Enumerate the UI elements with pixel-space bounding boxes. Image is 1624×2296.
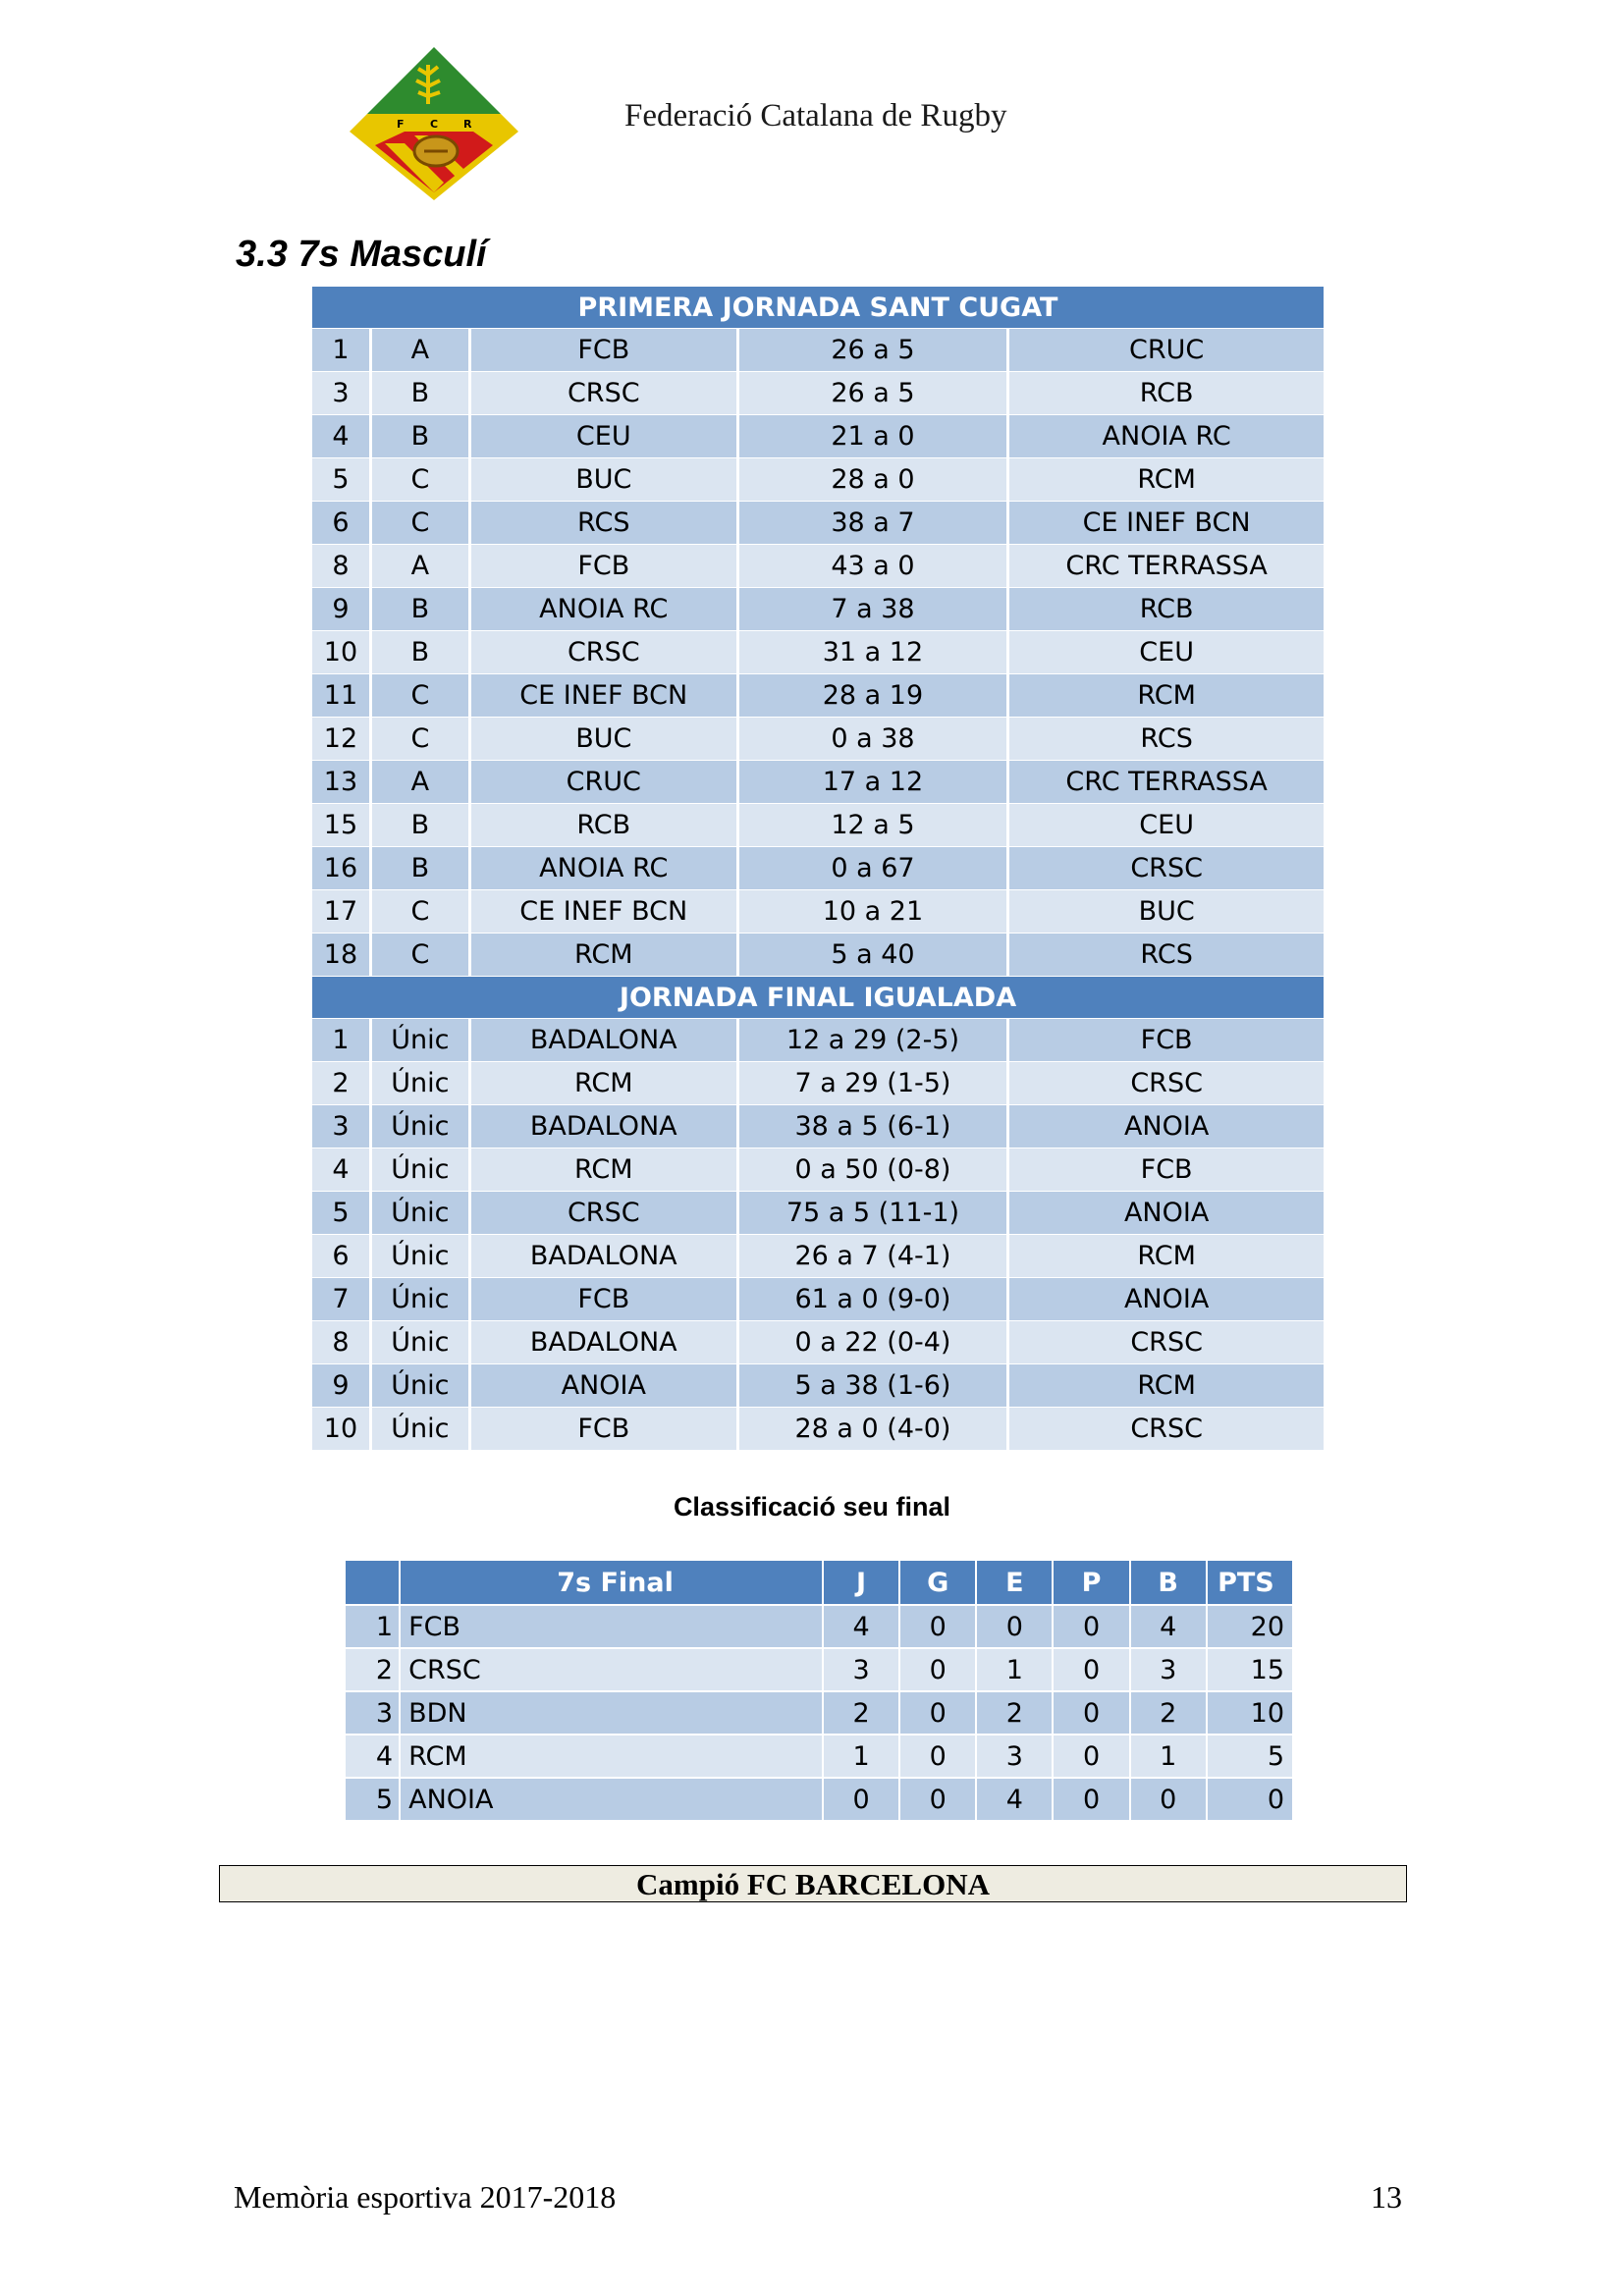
home-team: CRSC — [471, 372, 739, 415]
won-header: G — [900, 1561, 977, 1606]
match-group: C — [372, 718, 471, 761]
match-group: Únic — [372, 1235, 471, 1278]
won: 0 — [900, 1606, 977, 1649]
match-row — [312, 415, 1324, 458]
match-score: 0 a 22 (0-4) — [739, 1321, 1010, 1364]
away-team: FCB — [1009, 1019, 1324, 1062]
champion-banner: Campió FC BARCELONA — [219, 1865, 1407, 1902]
home-team: BADALONA — [471, 1321, 739, 1364]
match-group: B — [372, 588, 471, 631]
away-team: FCB — [1009, 1148, 1324, 1192]
away-team: CRC TERRASSA — [1009, 545, 1324, 588]
page-number: 13 — [1371, 2179, 1402, 2215]
match-score: 75 a 5 (11-1) — [739, 1192, 1010, 1235]
match-group: B — [372, 631, 471, 674]
played-header: J — [824, 1561, 900, 1606]
team-name: ANOIA — [401, 1779, 824, 1822]
team-name: BDN — [401, 1692, 824, 1735]
match-group: B — [372, 847, 471, 890]
match-number: 16 — [312, 847, 372, 890]
bonus: 0 — [1131, 1779, 1208, 1822]
home-team: CRUC — [471, 761, 739, 804]
home-team: BADALONA — [471, 1235, 739, 1278]
match-score: 38 a 5 (6-1) — [739, 1105, 1010, 1148]
svg-text:R: R — [463, 118, 472, 131]
match-group: C — [372, 458, 471, 502]
match-group: C — [372, 502, 471, 545]
match-number: 15 — [312, 804, 372, 847]
lost: 0 — [1054, 1779, 1130, 1822]
away-team: RCB — [1009, 588, 1324, 631]
home-team: RCB — [471, 804, 739, 847]
away-team: ANOIA — [1009, 1192, 1324, 1235]
match-score: 21 a 0 — [739, 415, 1010, 458]
bonus: 4 — [1131, 1606, 1208, 1649]
round-title: PRIMERA JORNADA SANT CUGAT — [312, 287, 1324, 329]
drawn: 0 — [977, 1606, 1054, 1649]
match-row — [312, 718, 1324, 761]
won: 0 — [900, 1649, 977, 1692]
team-name: CRSC — [401, 1649, 824, 1692]
team-name: FCB — [401, 1606, 824, 1649]
home-team: BUC — [471, 718, 739, 761]
position-header — [346, 1561, 401, 1606]
home-team: CEU — [471, 415, 739, 458]
match-row — [312, 1321, 1324, 1364]
team-position: 4 — [346, 1735, 401, 1779]
team-position: 5 — [346, 1779, 401, 1822]
points: 0 — [1208, 1779, 1292, 1822]
standings-row — [346, 1692, 1292, 1735]
match-score: 12 a 5 — [739, 804, 1010, 847]
played: 1 — [824, 1735, 900, 1779]
home-team: RCM — [471, 1148, 739, 1192]
section-title: 3.3 7s Masculí — [236, 234, 487, 275]
match-row — [312, 1235, 1324, 1278]
match-number: 6 — [312, 502, 372, 545]
round-title: JORNADA FINAL IGUALADA — [312, 977, 1324, 1019]
won: 0 — [900, 1692, 977, 1735]
away-team: ANOIA RC — [1009, 415, 1324, 458]
match-group: C — [372, 934, 471, 977]
home-team: RCM — [471, 934, 739, 977]
match-score: 26 a 7 (4-1) — [739, 1235, 1010, 1278]
match-number: 1 — [312, 329, 372, 372]
home-team: RCS — [471, 502, 739, 545]
match-row — [312, 847, 1324, 890]
match-group: A — [372, 329, 471, 372]
home-team: CRSC — [471, 1192, 739, 1235]
home-team: FCB — [471, 545, 739, 588]
match-number: 13 — [312, 761, 372, 804]
match-row — [312, 1105, 1324, 1148]
match-group: A — [372, 545, 471, 588]
away-team: CRSC — [1009, 847, 1324, 890]
match-number: 3 — [312, 1105, 372, 1148]
match-row — [312, 458, 1324, 502]
match-score: 28 a 0 (4-0) — [739, 1408, 1010, 1451]
match-score: 31 a 12 — [739, 631, 1010, 674]
away-team: RCS — [1009, 718, 1324, 761]
match-group: Únic — [372, 1408, 471, 1451]
away-team: CRUC — [1009, 329, 1324, 372]
match-group: B — [372, 372, 471, 415]
match-number: 12 — [312, 718, 372, 761]
lost: 0 — [1054, 1735, 1130, 1779]
won: 0 — [900, 1735, 977, 1779]
away-team: CRSC — [1009, 1062, 1324, 1105]
home-team: ANOIA — [471, 1364, 739, 1408]
match-row — [312, 761, 1324, 804]
match-score: 26 a 5 — [739, 329, 1010, 372]
match-group: Únic — [372, 1278, 471, 1321]
home-team: FCB — [471, 1278, 739, 1321]
match-row — [312, 804, 1324, 847]
match-row — [312, 1278, 1324, 1321]
played: 2 — [824, 1692, 900, 1735]
played: 4 — [824, 1606, 900, 1649]
match-number: 4 — [312, 1148, 372, 1192]
match-group: Únic — [372, 1062, 471, 1105]
fcr-logo — [346, 45, 522, 202]
standings-row — [346, 1606, 1292, 1649]
match-row — [312, 372, 1324, 415]
svg-text:C: C — [430, 118, 439, 131]
team-position: 2 — [346, 1649, 401, 1692]
home-team: CE INEF BCN — [471, 674, 739, 718]
round-header-row — [312, 977, 1324, 1019]
match-row — [312, 1062, 1324, 1105]
team-position: 1 — [346, 1606, 401, 1649]
match-score: 12 a 29 (2-5) — [739, 1019, 1010, 1062]
home-team: FCB — [471, 329, 739, 372]
lost-header: P — [1054, 1561, 1130, 1606]
home-team: CRSC — [471, 631, 739, 674]
svg-text:F: F — [397, 118, 405, 131]
match-row — [312, 1148, 1324, 1192]
match-number: 10 — [312, 631, 372, 674]
drawn: 2 — [977, 1692, 1054, 1735]
away-team: CE INEF BCN — [1009, 502, 1324, 545]
match-group: A — [372, 761, 471, 804]
match-number: 6 — [312, 1235, 372, 1278]
match-score: 26 a 5 — [739, 372, 1010, 415]
match-row — [312, 631, 1324, 674]
match-score: 7 a 29 (1-5) — [739, 1062, 1010, 1105]
standings-row — [346, 1649, 1292, 1692]
away-team: RCS — [1009, 934, 1324, 977]
match-score: 10 a 21 — [739, 890, 1010, 934]
bonus: 1 — [1131, 1735, 1208, 1779]
match-score: 0 a 38 — [739, 718, 1010, 761]
match-number: 5 — [312, 1192, 372, 1235]
bonus-header: B — [1131, 1561, 1208, 1606]
bonus: 2 — [1131, 1692, 1208, 1735]
match-number: 9 — [312, 588, 372, 631]
match-group: Únic — [372, 1105, 471, 1148]
organization-name: Federació Catalana de Rugby — [624, 98, 1007, 133]
away-team: CRSC — [1009, 1408, 1324, 1451]
away-team: CRSC — [1009, 1321, 1324, 1364]
match-number: 17 — [312, 890, 372, 934]
match-row — [312, 1192, 1324, 1235]
match-results-table — [312, 287, 1324, 1451]
home-team: BUC — [471, 458, 739, 502]
home-team: BADALONA — [471, 1105, 739, 1148]
match-group: Únic — [372, 1019, 471, 1062]
match-score: 28 a 0 — [739, 458, 1010, 502]
drawn: 4 — [977, 1779, 1054, 1822]
away-team: ANOIA — [1009, 1278, 1324, 1321]
drawn: 1 — [977, 1649, 1054, 1692]
match-group: Únic — [372, 1321, 471, 1364]
match-number: 10 — [312, 1408, 372, 1451]
match-row — [312, 1019, 1324, 1062]
team-name: RCM — [401, 1735, 824, 1779]
standings-row — [346, 1735, 1292, 1779]
lost: 0 — [1054, 1606, 1130, 1649]
points: 10 — [1208, 1692, 1292, 1735]
match-number: 9 — [312, 1364, 372, 1408]
away-team: CEU — [1009, 804, 1324, 847]
match-number: 7 — [312, 1278, 372, 1321]
points: 20 — [1208, 1606, 1292, 1649]
match-row — [312, 545, 1324, 588]
match-score: 61 a 0 (9-0) — [739, 1278, 1010, 1321]
drawn-header: E — [977, 1561, 1054, 1606]
match-score: 28 a 19 — [739, 674, 1010, 718]
match-row — [312, 890, 1324, 934]
match-row — [312, 1364, 1324, 1408]
footer-title: Memòria esportiva 2017-2018 — [234, 2179, 617, 2215]
match-number: 8 — [312, 545, 372, 588]
match-score: 43 a 0 — [739, 545, 1010, 588]
points: 5 — [1208, 1735, 1292, 1779]
team-position: 3 — [346, 1692, 401, 1735]
away-team: RCM — [1009, 1364, 1324, 1408]
away-team: RCB — [1009, 372, 1324, 415]
match-group: B — [372, 804, 471, 847]
match-number: 8 — [312, 1321, 372, 1364]
match-row — [312, 502, 1324, 545]
match-score: 7 a 38 — [739, 588, 1010, 631]
match-row — [312, 588, 1324, 631]
away-team: BUC — [1009, 890, 1324, 934]
lost: 0 — [1054, 1649, 1130, 1692]
match-row — [312, 329, 1324, 372]
played: 0 — [824, 1779, 900, 1822]
table-title: 7s Final — [401, 1561, 824, 1606]
away-team: RCM — [1009, 1235, 1324, 1278]
match-number: 1 — [312, 1019, 372, 1062]
match-score: 0 a 50 (0-8) — [739, 1148, 1010, 1192]
round-header-row — [312, 287, 1324, 329]
match-number: 3 — [312, 372, 372, 415]
points: 15 — [1208, 1649, 1292, 1692]
classification-title: Classificació seu final — [673, 1492, 951, 1522]
match-score: 0 a 67 — [739, 847, 1010, 890]
lost: 0 — [1054, 1692, 1130, 1735]
away-team: ANOIA — [1009, 1105, 1324, 1148]
match-number: 5 — [312, 458, 372, 502]
match-group: Únic — [372, 1192, 471, 1235]
match-number: 2 — [312, 1062, 372, 1105]
home-team: CE INEF BCN — [471, 890, 739, 934]
match-score: 17 a 12 — [739, 761, 1010, 804]
home-team: ANOIA RC — [471, 588, 739, 631]
standings-row — [346, 1779, 1292, 1822]
match-group: Únic — [372, 1148, 471, 1192]
home-team: BADALONA — [471, 1019, 739, 1062]
match-row — [312, 934, 1324, 977]
match-number: 11 — [312, 674, 372, 718]
match-group: B — [372, 415, 471, 458]
match-group: C — [372, 674, 471, 718]
bonus: 3 — [1131, 1649, 1208, 1692]
match-number: 18 — [312, 934, 372, 977]
played: 3 — [824, 1649, 900, 1692]
points-header: PTS — [1208, 1561, 1292, 1606]
won: 0 — [900, 1779, 977, 1822]
match-score: 5 a 38 (1-6) — [739, 1364, 1010, 1408]
home-team: RCM — [471, 1062, 739, 1105]
home-team: FCB — [471, 1408, 739, 1451]
standings-header-row — [346, 1561, 1292, 1606]
match-group: Únic — [372, 1364, 471, 1408]
home-team: ANOIA RC — [471, 847, 739, 890]
match-score: 5 a 40 — [739, 934, 1010, 977]
match-score: 38 a 7 — [739, 502, 1010, 545]
away-team: RCM — [1009, 458, 1324, 502]
match-group: C — [372, 890, 471, 934]
away-team: CEU — [1009, 631, 1324, 674]
standings-table — [346, 1561, 1292, 1822]
away-team: RCM — [1009, 674, 1324, 718]
away-team: CRC TERRASSA — [1009, 761, 1324, 804]
match-number: 4 — [312, 415, 372, 458]
drawn: 3 — [977, 1735, 1054, 1779]
match-row — [312, 674, 1324, 718]
match-row — [312, 1408, 1324, 1451]
